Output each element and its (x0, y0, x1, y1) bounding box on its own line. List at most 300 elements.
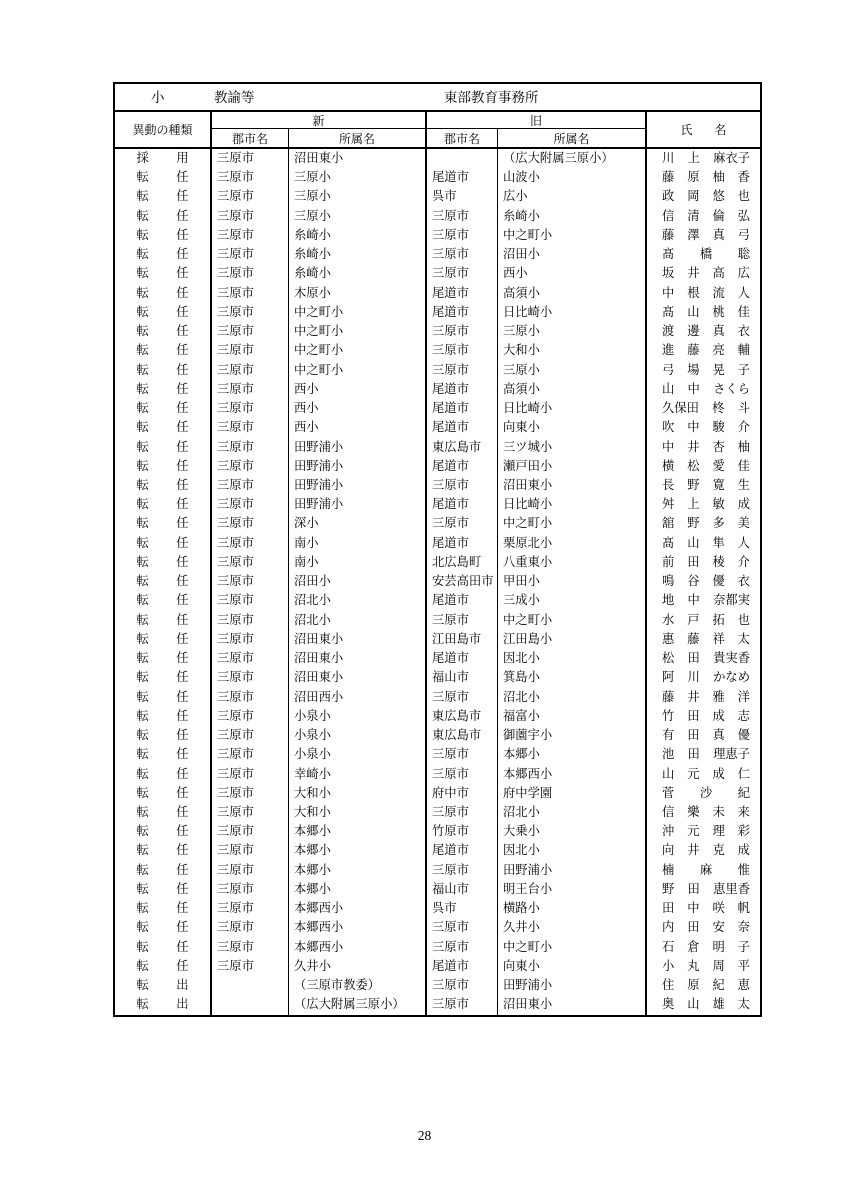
cell-old-affiliation: （広大附属三原小） (498, 149, 647, 168)
table-row (115, 149, 760, 168)
cell-change-type (115, 822, 212, 841)
change-type-char: 転 (136, 997, 149, 1012)
change-type-char: 転 (136, 881, 149, 896)
cell-change-type (115, 534, 212, 553)
change-type-char: 任 (176, 401, 189, 416)
change-type-char: 任 (176, 189, 189, 204)
cell-old-city: 東広島市 (427, 726, 498, 745)
change-type-char: 転 (136, 824, 149, 839)
cell-new-affiliation: 沼北小 (289, 591, 427, 610)
change-type-char: 転 (136, 285, 149, 300)
name-part: 衣 (737, 324, 750, 339)
cell-old-affiliation: 西小 (498, 264, 647, 283)
table-row (115, 822, 760, 841)
cell-old-affiliation: 江田島小 (498, 630, 647, 649)
change-type-char: 任 (176, 651, 189, 666)
personnel-table (113, 82, 762, 1017)
change-type-text (137, 264, 189, 283)
cell-new-affiliation: 本郷西小 (289, 899, 427, 918)
name-part: 澤 (687, 227, 700, 242)
change-type-char: 転 (136, 420, 149, 435)
change-type-char: 転 (136, 516, 149, 531)
cell-new-affiliation: 中之町小 (289, 303, 427, 322)
change-type-char: 転 (136, 458, 149, 473)
table-row (115, 207, 760, 226)
cell-old-affiliation: 箕島小 (498, 668, 647, 687)
name-part: 地 (662, 593, 675, 608)
cell-old-city: 三原市 (427, 514, 498, 533)
name-part: 中 (687, 593, 700, 608)
cell-old-affiliation: 日比崎小 (498, 399, 647, 418)
name-part: 駿 (712, 420, 725, 435)
table-row (115, 380, 760, 399)
name-part: 多 (712, 516, 725, 531)
cell-change-type (115, 399, 212, 418)
cell-new-city: 三原市 (212, 841, 289, 860)
change-type-text (137, 918, 189, 937)
name-part: 雅 (712, 689, 725, 704)
name-part: 雄 (712, 997, 725, 1012)
table-row (115, 495, 760, 514)
name-part: 谷 (687, 574, 700, 589)
name-part: さくら (713, 381, 750, 396)
header-change-type: 異動の種類 (115, 112, 212, 147)
cell-old-city: 尾道市 (427, 380, 498, 399)
cell-name (647, 995, 760, 1014)
name-part: 成 (737, 843, 750, 858)
name-part: 咲 (712, 901, 725, 916)
cell-new-affiliation: 小泉小 (289, 745, 427, 764)
table-row (115, 668, 760, 687)
table-row (115, 187, 760, 206)
cell-old-affiliation: 向東小 (498, 957, 647, 976)
name-part: 渡 (662, 324, 675, 339)
cell-name (647, 303, 760, 322)
cell-old-affiliation: 御薗宇小 (498, 726, 647, 745)
cell-old-city: 竹原市 (427, 822, 498, 841)
cell-new-city: 三原市 (212, 649, 289, 668)
cell-change-type (115, 341, 212, 360)
change-type-char: 任 (176, 247, 189, 262)
name-part: 衣 (737, 574, 750, 589)
cell-new-city: 三原市 (212, 880, 289, 899)
cell-new-city: 三原市 (212, 284, 289, 303)
cell-name (647, 649, 760, 668)
cell-change-type (115, 572, 212, 591)
name-part: 向 (662, 843, 675, 858)
change-type-char: 転 (136, 247, 149, 262)
cell-change-type (115, 630, 212, 649)
cell-old-affiliation: 本郷西小 (498, 765, 647, 784)
cell-name (647, 168, 760, 187)
cell-old-city: 尾道市 (427, 957, 498, 976)
name-part: 祥 (712, 631, 725, 646)
name-part: 藤 (662, 170, 675, 185)
cell-old-city: 尾道市 (427, 418, 498, 437)
cell-new-affiliation: 中之町小 (289, 322, 427, 341)
name-part: 柚 (737, 439, 750, 454)
staff-category-label: 教諭等 (214, 90, 255, 105)
name-part: 斗 (737, 401, 750, 416)
cell-new-affiliation: 小泉小 (289, 726, 427, 745)
table-row (115, 303, 760, 322)
cell-old-city: 三原市 (427, 976, 498, 995)
cell-new-city: 三原市 (212, 765, 289, 784)
change-type-char: 転 (136, 477, 149, 492)
cell-old-city: 三原市 (427, 765, 498, 784)
cell-change-type (115, 361, 212, 380)
cell-old-affiliation: 栗原北小 (498, 534, 647, 553)
change-type-char: 任 (176, 477, 189, 492)
cell-change-type (115, 284, 212, 303)
cell-new-city: 三原市 (212, 938, 289, 957)
change-type-text (137, 168, 189, 187)
cell-name (647, 572, 760, 591)
change-type-text (137, 841, 189, 860)
table-title-row (115, 84, 760, 112)
cell-new-affiliation: 小泉小 (289, 707, 427, 726)
cell-new-city (212, 995, 289, 1014)
name-part: 藤 (687, 631, 700, 646)
cell-old-city: 江田島市 (427, 630, 498, 649)
change-type-char: 転 (136, 439, 149, 454)
cell-change-type (115, 207, 212, 226)
cell-old-affiliation: 山波小 (498, 168, 647, 187)
change-type-text (137, 438, 189, 457)
cell-name (647, 668, 760, 687)
name-part: 元 (687, 824, 700, 839)
change-type-char: 転 (136, 785, 149, 800)
name-part: 太 (737, 997, 750, 1012)
cell-new-affiliation: 本郷西小 (289, 938, 427, 957)
change-type-text (137, 611, 189, 630)
cell-new-city: 三原市 (212, 226, 289, 245)
cell-old-city (427, 149, 498, 168)
header-name-sei: 氏 (680, 123, 693, 137)
cell-old-city: 尾道市 (427, 168, 498, 187)
change-type-char: 任 (176, 285, 189, 300)
name-part: 平 (737, 958, 750, 973)
name-part: 帆 (737, 901, 750, 916)
cell-change-type (115, 803, 212, 822)
change-type-char: 任 (176, 612, 189, 627)
name-part: 松 (662, 651, 675, 666)
cell-new-city: 三原市 (212, 418, 289, 437)
name-part: 真 (712, 728, 725, 743)
name-part: 香 (737, 170, 750, 185)
cell-new-city: 三原市 (212, 495, 289, 514)
cell-name (647, 322, 760, 341)
table-row (115, 245, 760, 264)
cell-new-affiliation: 糸崎小 (289, 245, 427, 264)
change-type-char: 転 (136, 304, 149, 319)
change-type-char: 任 (176, 708, 189, 723)
table-row (115, 899, 760, 918)
cell-old-affiliation: 日比崎小 (498, 303, 647, 322)
change-type-char: 任 (176, 439, 189, 454)
change-type-char: 転 (136, 689, 149, 704)
name-part: 桃 (712, 304, 725, 319)
table-row (115, 226, 760, 245)
change-type-text (137, 380, 189, 399)
header-name-mei: 名 (714, 123, 727, 137)
change-type-text (137, 995, 189, 1014)
cell-new-affiliation: （広大附属三原小） (289, 995, 427, 1014)
change-type-char: 任 (176, 208, 189, 223)
cell-old-affiliation: 八重東小 (498, 553, 647, 572)
cell-new-city: 三原市 (212, 514, 289, 533)
cell-change-type (115, 514, 212, 533)
table-row (115, 841, 760, 860)
name-part: 井 (687, 689, 700, 704)
change-type-text (137, 726, 189, 745)
name-part: 小 (662, 958, 675, 973)
name-part: 中 (687, 901, 700, 916)
cell-old-city: 尾道市 (427, 534, 498, 553)
table-row (115, 995, 760, 1014)
name-part: 佳 (737, 304, 750, 319)
table-row (115, 880, 760, 899)
cell-old-city: 尾道市 (427, 399, 498, 418)
cell-new-city: 三原市 (212, 380, 289, 399)
change-type-text (137, 553, 189, 572)
table-row (115, 976, 760, 995)
table-row (115, 418, 760, 437)
change-type-text (137, 803, 189, 822)
cell-name (647, 822, 760, 841)
cell-new-affiliation: 糸崎小 (289, 226, 427, 245)
change-type-text (137, 591, 189, 610)
name-part: 井 (687, 843, 700, 858)
name-part: 貴実香 (713, 651, 750, 666)
cell-old-affiliation: 中之町小 (498, 938, 647, 957)
name-part: 中 (662, 439, 675, 454)
cell-new-city: 三原市 (212, 245, 289, 264)
cell-change-type (115, 938, 212, 957)
cell-old-affiliation: 向東小 (498, 418, 647, 437)
cell-new-city: 三原市 (212, 899, 289, 918)
change-type-char: 転 (136, 593, 149, 608)
change-type-text (137, 245, 189, 264)
change-type-char: 任 (176, 631, 189, 646)
change-type-text (137, 899, 189, 918)
name-part: 愛 (712, 458, 725, 473)
cell-old-affiliation: 横路小 (498, 899, 647, 918)
cell-new-affiliation: 沼田小 (289, 572, 427, 591)
cell-new-city: 三原市 (212, 457, 289, 476)
name-part: 太 (737, 631, 750, 646)
cell-old-city: 三原市 (427, 341, 498, 360)
change-type-char: 任 (176, 785, 189, 800)
change-type-char: 転 (136, 920, 149, 935)
cell-new-city: 三原市 (212, 688, 289, 707)
cell-new-city: 三原市 (212, 476, 289, 495)
cell-change-type (115, 995, 212, 1014)
cell-new-affiliation: 大和小 (289, 803, 427, 822)
cell-new-city: 三原市 (212, 918, 289, 937)
cell-new-affiliation: 南小 (289, 553, 427, 572)
change-type-char: 任 (176, 862, 189, 877)
cell-old-affiliation: 沼田東小 (498, 995, 647, 1014)
cell-old-affiliation: 大和小 (498, 341, 647, 360)
name-part: 井 (687, 266, 700, 281)
cell-old-city: 呉市 (427, 899, 498, 918)
cell-new-city: 三原市 (212, 822, 289, 841)
name-part: 流 (712, 285, 725, 300)
cell-new-city: 三原市 (212, 957, 289, 976)
name-part: 明 (712, 939, 725, 954)
name-part: 倉 (687, 939, 700, 954)
cell-name (647, 207, 760, 226)
cell-new-city: 三原市 (212, 668, 289, 687)
cell-old-affiliation: 中之町小 (498, 514, 647, 533)
name-part: 戸 (687, 612, 700, 627)
change-type-char: 採 (136, 151, 149, 165)
name-part: 美 (737, 516, 750, 531)
cell-name (647, 726, 760, 745)
cell-new-affiliation: 沼北小 (289, 611, 427, 630)
name-part: 洋 (737, 689, 750, 704)
cell-old-affiliation: 三ツ城小 (498, 438, 647, 457)
cell-new-city: 三原市 (212, 207, 289, 226)
name-part: 住 (662, 978, 675, 993)
cell-change-type (115, 168, 212, 187)
table-row (115, 322, 760, 341)
name-part: 麻 (699, 862, 713, 877)
change-type-char: 任 (176, 593, 189, 608)
change-type-char: 転 (136, 497, 149, 512)
table-header (115, 112, 760, 149)
name-part: 介 (737, 420, 750, 435)
cell-old-affiliation: 日比崎小 (498, 495, 647, 514)
change-type-char: 任 (176, 843, 189, 858)
change-type-char: 転 (136, 901, 149, 916)
name-part: 柊 (712, 401, 725, 416)
cell-old-city: 三原市 (427, 361, 498, 380)
change-type-char: 転 (136, 804, 149, 819)
change-type-char: 転 (136, 401, 149, 416)
name-part: 野 (662, 881, 675, 896)
cell-change-type (115, 476, 212, 495)
change-type-char: 任 (176, 362, 189, 377)
table-row (115, 341, 760, 360)
table-row (115, 726, 760, 745)
cell-old-city: 東広島市 (427, 438, 498, 457)
table-row (115, 630, 760, 649)
cell-new-affiliation: 糸崎小 (289, 264, 427, 283)
name-part: 舛 (662, 497, 675, 512)
name-part: 邊 (687, 324, 700, 339)
cell-name (647, 745, 760, 764)
table-row (115, 938, 760, 957)
name-part: 藤 (662, 227, 675, 242)
cell-new-city: 三原市 (212, 630, 289, 649)
cell-new-city: 三原市 (212, 322, 289, 341)
name-part: 優 (712, 574, 725, 589)
name-part: 輔 (737, 343, 750, 358)
table-row (115, 264, 760, 283)
cell-change-type (115, 264, 212, 283)
name-part: 山 (662, 766, 675, 781)
cell-change-type (115, 745, 212, 764)
name-part: 成 (737, 497, 750, 512)
name-part: 根 (687, 285, 700, 300)
cell-new-affiliation: 大和小 (289, 784, 427, 803)
school-level-label: 小 (151, 90, 165, 105)
table-row (115, 611, 760, 630)
name-part: 原 (687, 978, 700, 993)
change-type-text (137, 399, 189, 418)
header-new-city: 郡市名 (212, 129, 289, 147)
change-type-text (137, 630, 189, 649)
cell-new-affiliation: 沼田西小 (289, 688, 427, 707)
cell-new-city: 三原市 (212, 861, 289, 880)
cell-old-city: 東広島市 (427, 707, 498, 726)
cell-change-type (115, 861, 212, 880)
cell-old-city: 三原市 (427, 918, 498, 937)
cell-old-affiliation: 中之町小 (498, 226, 647, 245)
cell-new-city: 三原市 (212, 264, 289, 283)
cell-change-type (115, 149, 212, 168)
cell-change-type (115, 226, 212, 245)
cell-name (647, 149, 760, 168)
change-type-text (137, 976, 189, 995)
change-type-text (137, 938, 189, 957)
name-part: 安 (712, 920, 725, 935)
cell-new-affiliation: 南小 (289, 534, 427, 553)
cell-new-city: 三原市 (212, 553, 289, 572)
cell-name (647, 765, 760, 784)
cell-old-city: 福山市 (427, 880, 498, 899)
cell-name (647, 861, 760, 880)
cell-old-affiliation: 田野浦小 (498, 976, 647, 995)
cell-change-type (115, 784, 212, 803)
change-type-char: 任 (176, 747, 189, 762)
cell-new-affiliation: 沼田東小 (289, 149, 427, 168)
name-part: 広 (737, 266, 750, 281)
name-part: 晃 (712, 362, 725, 377)
name-part: 奈都実 (713, 593, 750, 608)
cell-old-affiliation: 沼北小 (498, 803, 647, 822)
cell-old-city: 北広島町 (427, 553, 498, 572)
name-part: 惟 (737, 862, 750, 877)
cell-old-city: 三原市 (427, 745, 498, 764)
name-part: 藤 (687, 343, 700, 358)
name-part: 未 (712, 804, 725, 819)
name-part: 人 (737, 535, 750, 550)
name-part: 竹 (662, 708, 675, 723)
cell-new-affiliation: 幸崎小 (289, 765, 427, 784)
name-part: 佳 (737, 458, 750, 473)
name-part: 中 (662, 285, 675, 300)
cell-new-city: 三原市 (212, 534, 289, 553)
table-row (115, 765, 760, 784)
cell-new-city: 三原市 (212, 784, 289, 803)
cell-new-affiliation: 田野浦小 (289, 438, 427, 457)
cell-old-city: 三原市 (427, 803, 498, 822)
change-type-char: 任 (176, 901, 189, 916)
cell-name (647, 341, 760, 360)
change-type-text (137, 784, 189, 803)
cell-new-affiliation: （三原市教委） (289, 976, 427, 995)
change-type-char: 任 (176, 881, 189, 896)
change-type-char: 任 (176, 458, 189, 473)
name-part: 川 (687, 670, 700, 685)
cell-new-city: 三原市 (212, 591, 289, 610)
name-part: 真 (712, 227, 725, 242)
cell-change-type (115, 880, 212, 899)
cell-change-type (115, 765, 212, 784)
